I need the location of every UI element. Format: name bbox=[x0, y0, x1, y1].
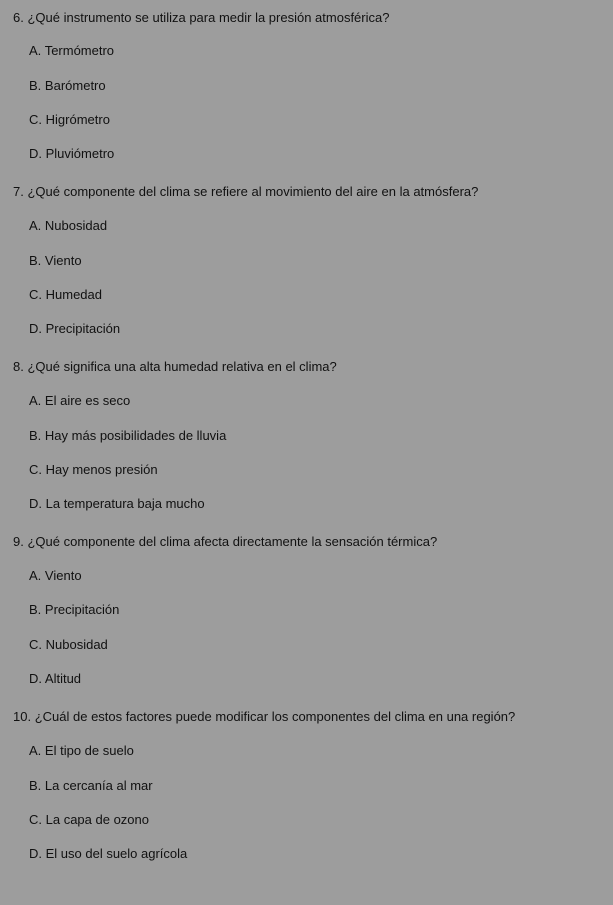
option-letter: A. bbox=[29, 743, 42, 758]
option-letter: D. bbox=[29, 496, 42, 511]
question-prompt: ¿Qué componente del clima afecta directamente la sensación térmica? bbox=[27, 534, 438, 549]
option-b[interactable] bbox=[29, 253, 82, 269]
question-number: 8. bbox=[13, 359, 24, 374]
option-letter: A. bbox=[29, 218, 42, 233]
option-text: Precipitación bbox=[44, 602, 120, 617]
question-prompt: ¿Qué instrumento se utiliza para medir la presión atmosférica? bbox=[27, 10, 390, 25]
option-c[interactable] bbox=[29, 287, 102, 303]
option-text: Higrómetro bbox=[45, 112, 110, 127]
option-letter: C. bbox=[29, 812, 42, 827]
option-letter: B. bbox=[29, 428, 42, 443]
option-letter: A. bbox=[29, 568, 42, 583]
option-d[interactable] bbox=[29, 846, 187, 862]
option-a[interactable] bbox=[29, 43, 114, 59]
question-text bbox=[13, 184, 478, 200]
option-letter: C. bbox=[29, 637, 42, 652]
option-letter: D. bbox=[29, 321, 42, 336]
option-c[interactable] bbox=[29, 812, 149, 828]
option-b[interactable] bbox=[29, 78, 106, 94]
question-prompt: ¿Cuál de estos factores puede modificar los componentes del clima en una región? bbox=[34, 709, 516, 724]
option-text: Viento bbox=[44, 253, 82, 268]
option-a[interactable] bbox=[29, 568, 82, 584]
option-text: Termómetro bbox=[44, 43, 115, 58]
option-b[interactable] bbox=[29, 778, 153, 794]
option-text: La cercanía al mar bbox=[44, 778, 153, 793]
option-text: La capa de ozono bbox=[45, 812, 149, 827]
option-d[interactable] bbox=[29, 496, 205, 512]
option-letter: A. bbox=[29, 43, 42, 58]
option-d[interactable] bbox=[29, 146, 114, 162]
option-text: Hay más posibilidades de lluvia bbox=[44, 428, 227, 443]
option-letter: D. bbox=[29, 846, 42, 861]
question-number: 9. bbox=[13, 534, 24, 549]
option-text: La temperatura baja mucho bbox=[45, 496, 205, 511]
option-c[interactable] bbox=[29, 637, 108, 653]
option-b[interactable] bbox=[29, 428, 226, 444]
option-text: Barómetro bbox=[44, 78, 106, 93]
option-d[interactable] bbox=[29, 321, 120, 337]
option-text: Viento bbox=[44, 568, 82, 583]
option-b[interactable] bbox=[29, 602, 119, 618]
option-letter: C. bbox=[29, 112, 42, 127]
option-a[interactable] bbox=[29, 393, 130, 409]
option-text: Hay menos presión bbox=[45, 462, 158, 477]
option-a[interactable] bbox=[29, 218, 107, 234]
option-d[interactable] bbox=[29, 671, 81, 687]
question-prompt: ¿Qué componente del clima se refiere al movimiento del aire en la atmósfera? bbox=[27, 184, 479, 199]
option-text: Precipitación bbox=[45, 321, 121, 336]
option-a[interactable] bbox=[29, 743, 134, 759]
option-c[interactable] bbox=[29, 462, 158, 478]
option-text: El tipo de suelo bbox=[44, 743, 134, 758]
option-c[interactable] bbox=[29, 112, 110, 128]
option-letter: B. bbox=[29, 78, 42, 93]
option-letter: B. bbox=[29, 778, 42, 793]
question-prompt: ¿Qué significa una alta humedad relativa en el clima? bbox=[27, 359, 337, 374]
question-number: 6. bbox=[13, 10, 24, 25]
option-letter: B. bbox=[29, 253, 42, 268]
question-text bbox=[13, 534, 437, 550]
option-text: El uso del suelo agrícola bbox=[45, 846, 188, 861]
option-text: Altitud bbox=[44, 671, 82, 686]
option-text: Nubosidad bbox=[44, 218, 108, 233]
option-text: Humedad bbox=[45, 287, 102, 302]
question-text bbox=[13, 359, 337, 375]
option-text: Nubosidad bbox=[45, 637, 108, 652]
question-number: 10. bbox=[13, 709, 32, 724]
option-letter: B. bbox=[29, 602, 42, 617]
option-letter: D. bbox=[29, 146, 42, 161]
question-number: 7. bbox=[13, 184, 24, 199]
option-letter: C. bbox=[29, 462, 42, 477]
option-text: El aire es seco bbox=[44, 393, 131, 408]
option-letter: D. bbox=[29, 671, 42, 686]
option-letter: C. bbox=[29, 287, 42, 302]
option-text: Pluviómetro bbox=[45, 146, 115, 161]
option-letter: A. bbox=[29, 393, 42, 408]
question-text bbox=[13, 709, 515, 725]
question-text bbox=[13, 10, 389, 26]
